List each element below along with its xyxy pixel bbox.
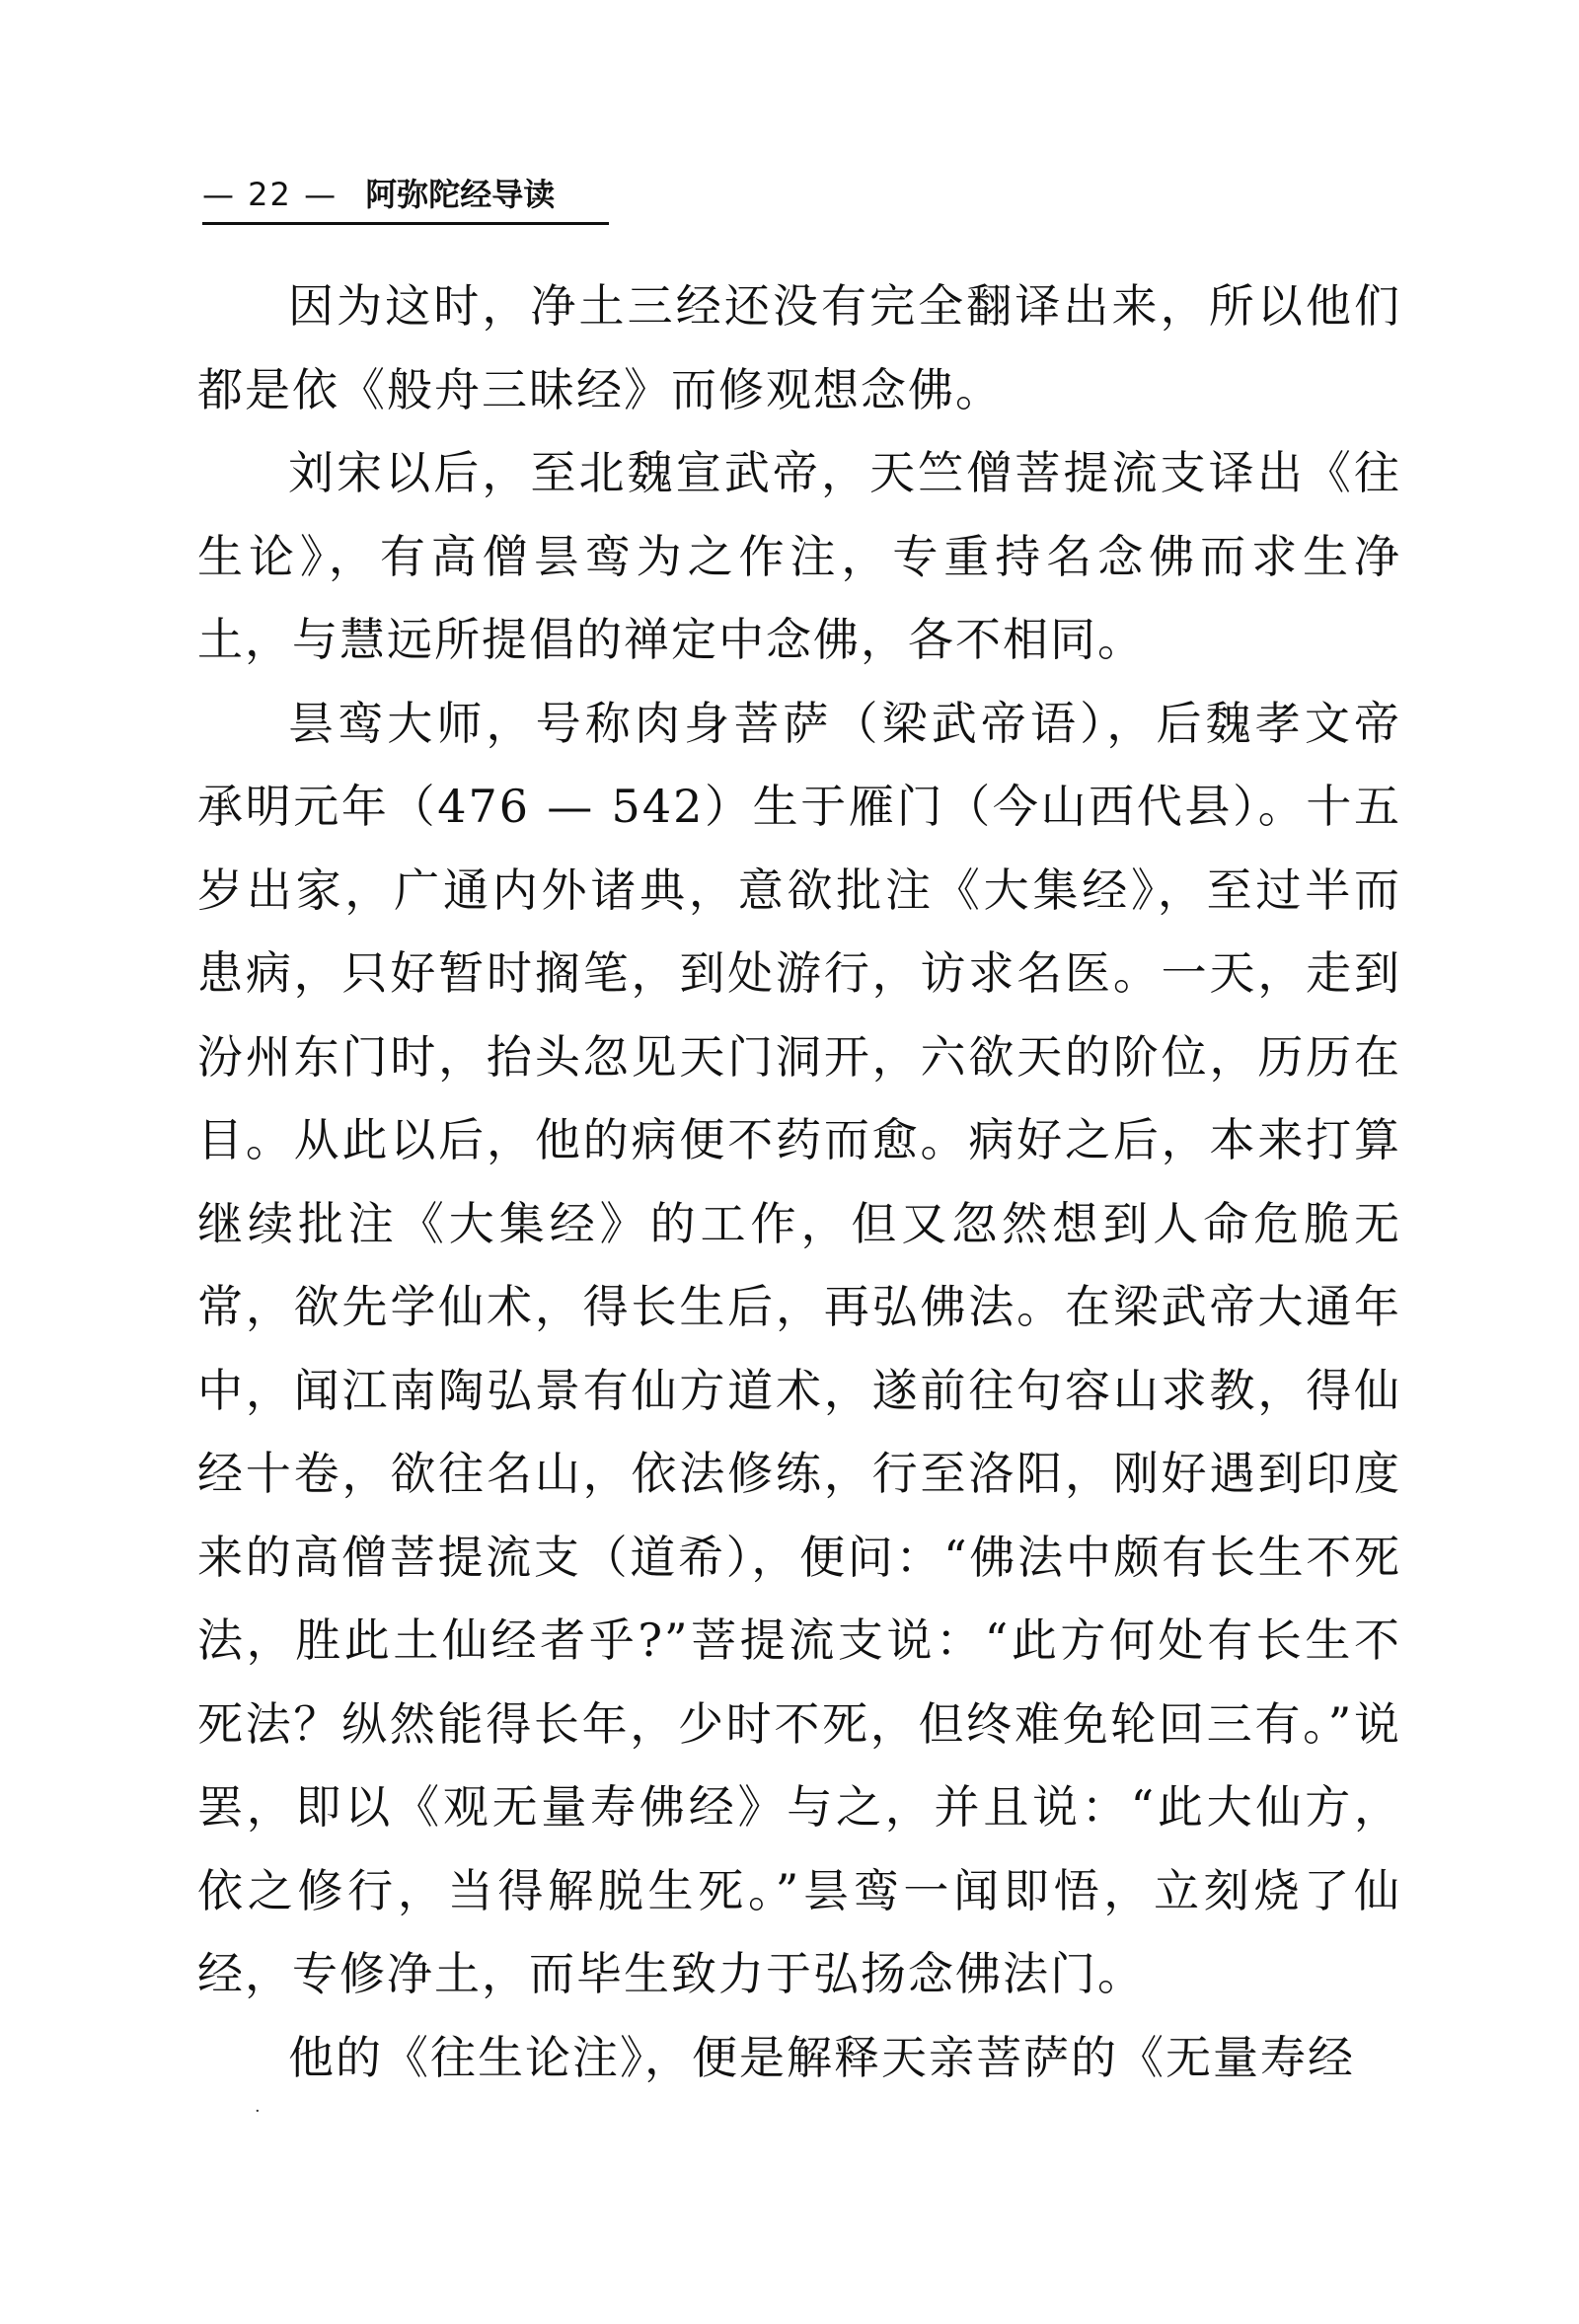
body-text [197, 264, 1401, 2099]
paragraph-3: 昙鸾大师，号称肉身菩萨（梁武帝语），后魏孝文帝承明元年（476 — 542）生于雁门（今山西代县）。十五岁出家，广通内外诸典，意欲批注《大集经》，至过半而患病，只好暂时搁笔，到处游行，访求名医。一天，走到汾州东门时，抬头忽见天门洞开，六欲天的阶位，历历在目。从此以后，他的病便不药而愈。病好之后，本来打算继续批注《大集经》的工作，但又忽然想到人命危脆无常，欲先学仙术，得长生后，再弘佛法。在梁武帝大通年中，闻江南陶弘景有仙方道术，遂前往句容山求教，得仙经十卷，欲往名山，依法修练，行至洛阳，刚好遇到印度来的高僧菩提流支（道希），便问：“佛法中颇有长生不死法，胜此土仙经者乎?”菩提流支说：“此方何处有长生不死法？纵然能得长年，少时不死，但终难免轮回三有。”说罢，即以《观无量寿佛经》与之，并且说：“此大仙方，依之修行，当得解脱生死。”昙鸾一闻即悟，立刻烧了仙经，专修净土，而毕生致力于弘扬念佛法门。 [197, 696, 1401, 2000]
paragraph-2: 刘宋以后，至北魏宣武帝，天竺僧菩提流支译出《往生论》，有高僧昙鸾为之作注，专重持名念佛而求生净土，与慧远所提倡的禅定中念佛，各不相同。 [197, 446, 1401, 666]
page-number: — 22 — [202, 176, 338, 213]
header-rule [202, 222, 609, 225]
stray-ink-mark: · [255, 2101, 261, 2122]
paragraph-1: 因为这时，净土三经还没有完全翻译出来，所以他们都是依《般舟三昧经》而修观想念佛。 [197, 279, 1401, 416]
running-head [202, 170, 617, 219]
book-title: 阿弥陀经导读 [365, 176, 556, 213]
paragraph-4: 他的《往生论注》，便是解释天亲菩萨的《无量寿经 [288, 2030, 1355, 2084]
